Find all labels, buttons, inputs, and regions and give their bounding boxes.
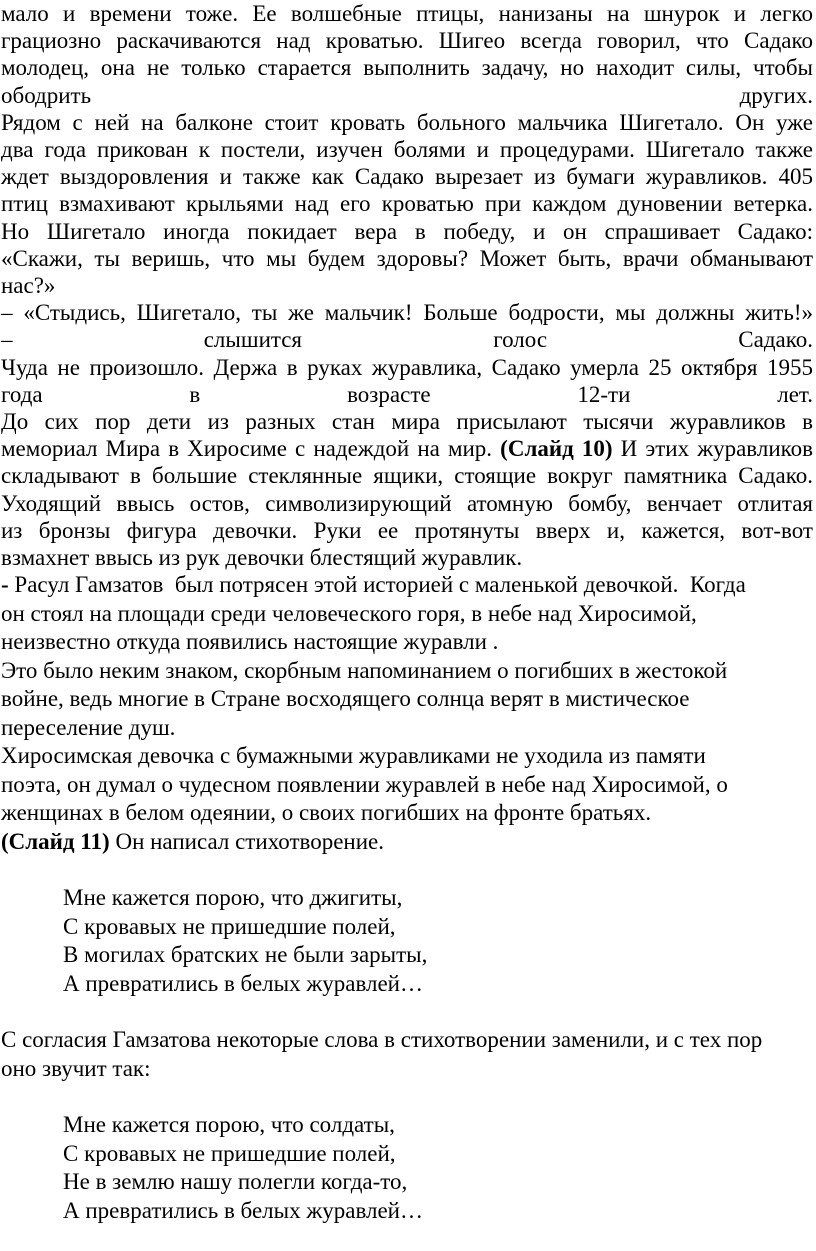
paragraph-sadako-reply <box>1 299 813 353</box>
text-line: Но Шигетало иногда покидает вера в победу, и он спрашивает Садако: <box>1 218 813 244</box>
slide-reference: (Слайд 11) <box>1 828 110 854</box>
paragraph-hiroshima-girl <box>1 742 813 828</box>
word: – <box>1 327 13 353</box>
text-line: птиц взмахивают крыльями над его кроватью при каждом дуновении ветерка. <box>1 191 813 217</box>
text-line: оно звучит так: <box>1 1055 151 1081</box>
poem-line: В могилах братских не были зарыты, <box>63 942 428 968</box>
text-line: из бронзы фигура девочки. Руки ее протянуты вверх и, кажется, вот-вот <box>1 517 813 543</box>
text-line: Чуда не произошло. Держа в руках журавлика, Садако умерла 25 октября 1955 <box>1 354 813 380</box>
text-line: мало и времени тоже. Ее волшебные птицы, нанизаны на шнурок и легко <box>1 1 813 26</box>
text-line: женщинах в белом одеянии, о своих погибших на фронте братьях. <box>1 800 652 826</box>
word: года <box>1 381 43 407</box>
paragraph-no-miracle <box>1 354 813 408</box>
text-line: Хиросимская девочка с бумажными журавликами не уходила из памяти <box>1 743 706 769</box>
spacer <box>1 1083 813 1111</box>
text-line <box>1 828 813 857</box>
text-line: ждет выздоровления и также как Садако вырезает из бумаги журавликов. 405 <box>1 164 813 190</box>
spacer <box>1 856 813 884</box>
text-line: войне, ведь многие в Стране восходящего солнца верят в мистическое <box>1 686 690 712</box>
text-run: Расул Гамзатов был потрясен этой историей с маленькой девочкой. Когда <box>8 572 746 598</box>
paragraph-gamzatov <box>1 571 813 657</box>
text-line: он стоял на площади среди человеческого горя, в небе над Хиросимой, <box>1 600 697 626</box>
word: Садако. <box>738 327 813 353</box>
text-line-spread <box>1 82 813 109</box>
text-line: складывают в большие стеклянные ящики, стоящие вокруг памятника Садако. <box>1 463 813 489</box>
word: лет. <box>777 381 813 407</box>
paragraph-slide-11 <box>1 828 813 857</box>
text-line: Это было неким знаком, скорбным напоминанием о погибших в жестокой <box>1 657 728 683</box>
word: ободрить <box>1 82 92 108</box>
text-line: «Скажи, ты веришь, что мы будем здоровы? Может быть, врачи обманывают <box>1 245 813 271</box>
text-line: грациозно раскачиваются над кроватью. Шигео всегда говорил, что Садако <box>1 28 813 54</box>
text-line <box>1 571 813 600</box>
text-line <box>1 435 813 462</box>
text-line: поэта, он думал о чудесном появлении журавлей в небе над Хиросимой, о <box>1 771 728 797</box>
text-line: молодец, она не только старается выполнить задачу, но находит силы, чтобы <box>1 55 813 81</box>
text-run: мемориал Мира в Хиросиме с надеждой на мир. <box>1 436 501 462</box>
paragraph-revision <box>1 1026 813 1083</box>
word: возрасте <box>347 381 431 407</box>
poem-revised <box>1 1111 813 1225</box>
poem-line: С кровавых не пришедшие полей, <box>63 913 396 939</box>
text-line: До сих пор дети из разных стан мира присылают тысячи журавликов в <box>1 409 813 435</box>
poem-line: Мне кажется порою, что джигиты, <box>63 885 403 911</box>
poem-line: С кровавых не пришедшие полей, <box>63 1140 396 1166</box>
slide-reference: (Слайд 10) <box>500 436 613 462</box>
poem-original <box>1 884 813 998</box>
spacer <box>1 998 813 1026</box>
text-line-spread <box>1 381 813 408</box>
word: голос <box>493 327 548 353</box>
text-line: неизвестно откуда появились настоящие журавли . <box>1 629 499 655</box>
poem-line: А превратились в белых журавлей… <box>63 970 423 996</box>
text-line: Уходящий ввысь остов, символизирующий атомную бомбу, венчает отлитая <box>1 490 813 516</box>
text-line: С согласия Гамзатова некоторые слова в стихотворении заменили, и с тех пор <box>1 1027 763 1053</box>
word: слышится <box>203 327 302 353</box>
text-line: Рядом с ней на балконе стоит кровать больного мальчика Шигетало. Он уже <box>1 109 813 135</box>
paragraph-shigetalo <box>1 109 813 299</box>
paragraph-sign <box>1 657 813 743</box>
text-line: – «Стыдись, Шигетало, ты же мальчик! Больше бодрости, мы должны жить!» <box>1 300 813 326</box>
word: в <box>189 381 201 407</box>
paragraph-memorial <box>1 408 813 571</box>
text-line: взмахнет ввысь из рук девочки блестящий журавлик. <box>1 545 523 571</box>
text-line: нас?» <box>1 273 56 299</box>
text-run: И этих журавликов <box>612 436 813 462</box>
text-line: переселение душ. <box>1 714 176 740</box>
poem-line: А превратились в белых журавлей… <box>63 1197 423 1223</box>
paragraph-cranes-intro <box>1 0 813 109</box>
text-line: два года прикован к постели, изучен болями и процедурами. Шигетало также <box>1 137 813 163</box>
bold-dash: - <box>1 572 9 598</box>
poem-line: Не в землю нашу полегли когда-то, <box>63 1169 408 1195</box>
text-line-spread <box>1 326 813 353</box>
word: других. <box>739 82 813 108</box>
text-run: Он написал стихотворение. <box>109 828 385 854</box>
poem-line: Мне кажется порою, что солдаты, <box>63 1112 395 1138</box>
word: 12-ти <box>577 381 631 407</box>
